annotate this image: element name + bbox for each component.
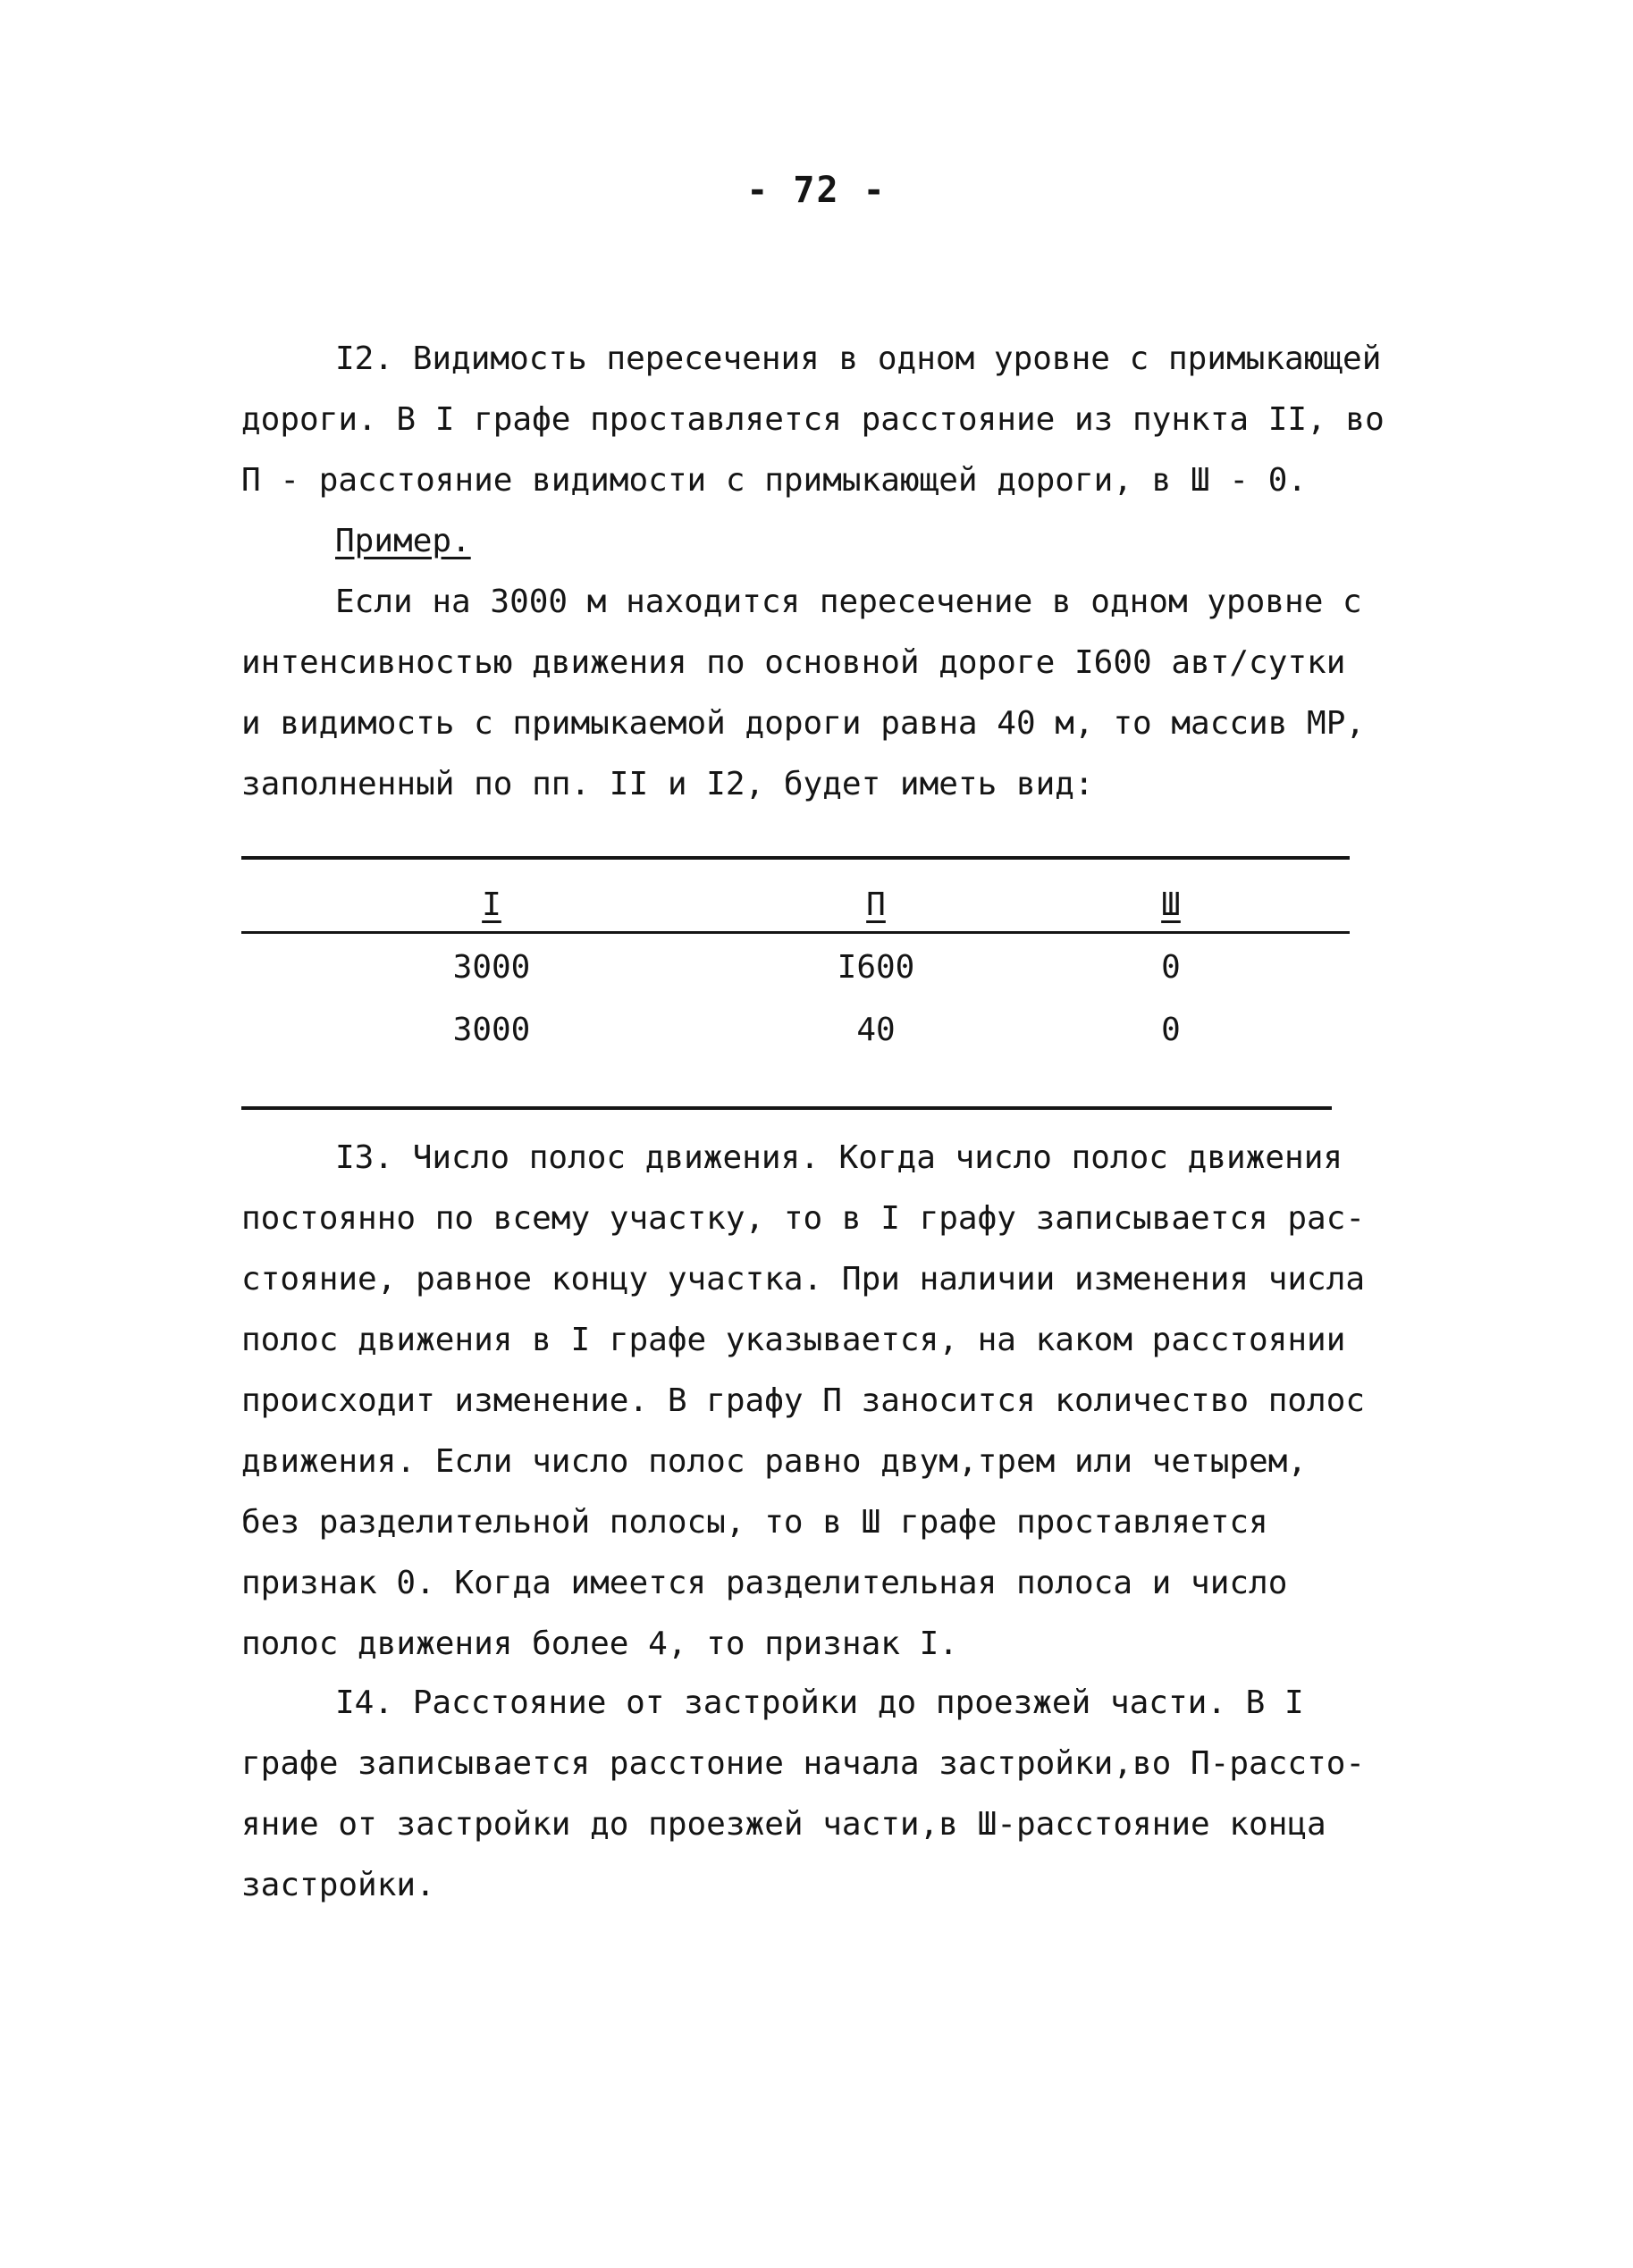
text-line: без разделительной полосы, то в Ш графе проставляется (241, 1504, 1268, 1541)
table-header-2: П (866, 886, 886, 923)
text-line: движения. Если число полос равно двум,трем или четырем, (241, 1443, 1308, 1480)
text-line: полос движения в I графе указывается, на каком расстоянии (241, 1322, 1346, 1358)
table-cell: 40 (856, 1012, 896, 1048)
text-line: постоянно по всему участку, то в I графу записывается рас- (241, 1200, 1366, 1237)
example-label: Пример. (335, 523, 471, 559)
table-header-3: Ш (1161, 886, 1181, 923)
text-line: заполненный по пп. II и I2, будет иметь вид: (241, 766, 1094, 802)
table-header-rule (241, 931, 1350, 934)
text-line: происходит изменение. В графу П заносится количество полос (241, 1382, 1366, 1419)
text-line: интенсивностью движения по основной дороге I600 авт/сутки (241, 644, 1346, 681)
text-line: I4. Расстояние от застройки до проезжей части. В I (335, 1684, 1304, 1721)
table-cell: I600 (837, 949, 915, 986)
text-line: стояние, равное концу участка. При наличии изменения числа (241, 1261, 1366, 1298)
text-line: П - расстояние видимости с примыкающей дороги, в Ш - 0. (241, 462, 1308, 499)
text-line: застройки. (241, 1867, 435, 1903)
text-line: Если на 3000 м находится пересечение в одном уровне с (335, 584, 1362, 620)
text-line: и видимость с примыкаемой дороги равна 40 м, то массив МР, (241, 705, 1366, 742)
section-13 (241, 1128, 1368, 1675)
section-12 (241, 329, 1385, 815)
text-line: яние от застройки до проезжей части,в Ш-расстояние конца (241, 1806, 1326, 1843)
table-header-1: I (482, 886, 501, 923)
table-cell: 3000 (452, 949, 531, 986)
text-line: графе записывается расстоние начала застройки,во П-рассто- (241, 1745, 1366, 1782)
text-line: I2. Видимость пересечения в одном уровне с примыкающей (335, 340, 1382, 377)
table-bottom-rule (241, 1106, 1332, 1110)
text-line: I3. Число полос движения. Когда число полос движения (335, 1139, 1343, 1176)
table-cell: 0 (1161, 1012, 1181, 1048)
section-14 (241, 1673, 1368, 1916)
table-cell: 3000 (452, 1012, 531, 1048)
example-label-line (241, 511, 1368, 572)
text-line: признак 0. Когда имеется разделительная полоса и число (241, 1565, 1288, 1601)
page-number: - 72 - (746, 170, 887, 211)
table-cell: 0 (1161, 949, 1181, 986)
table-top-rule (241, 856, 1350, 860)
text-line: полос движения более 4, то признак I. (241, 1625, 958, 1662)
text-line: дороги. В I графе проставляется расстояние из пункта II, во (241, 401, 1385, 438)
